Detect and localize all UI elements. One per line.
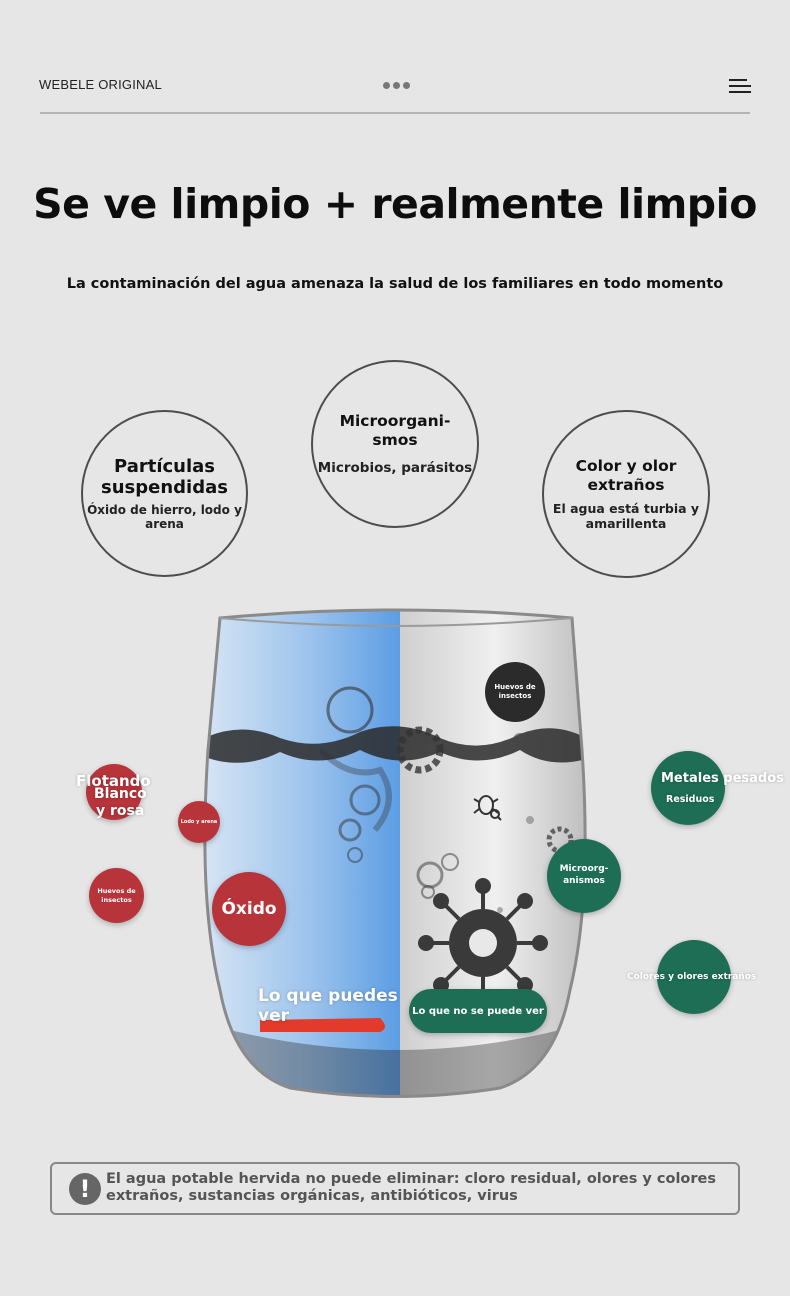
circle-description: Microbios, parásitos xyxy=(317,459,473,476)
insect-eggs-visible-bubble xyxy=(89,868,144,923)
page-subtitle: La contaminación del agua amenaza la salud de los familiares en todo momento xyxy=(66,276,724,292)
insect-eggs-label: insectos xyxy=(101,895,132,904)
residues-label: Residuos xyxy=(666,794,715,805)
circle-description: amarillenta xyxy=(585,515,667,531)
mud-sand-bubble xyxy=(178,801,220,843)
microorganisms-bubble xyxy=(547,839,621,913)
microorganisms-label: Microorg- xyxy=(559,864,609,875)
circle-heading: extraños xyxy=(587,476,665,494)
invisible-caption: Lo que no se puede ver xyxy=(412,1005,544,1017)
more-options-icon[interactable] xyxy=(383,82,410,89)
insect-eggs-label: insectos xyxy=(498,692,532,700)
floating-label: Flotando xyxy=(76,772,151,790)
heavy-metals-label: Metales pesados xyxy=(661,771,784,786)
circle-description: Óxido de hierro, lodo y xyxy=(87,502,242,517)
heavy-metals-bubble xyxy=(651,751,725,825)
header-divider xyxy=(40,112,750,114)
floating-label: Blanco xyxy=(94,786,147,802)
mud-sand-label: Lodo y arena xyxy=(180,819,218,825)
visible-caption-line: ver xyxy=(258,1006,289,1026)
warning-icon: ! xyxy=(69,1173,101,1205)
circle-heading: suspendidas xyxy=(101,477,228,499)
circle-description: El agua está turbia y xyxy=(552,500,700,516)
info-circle-suspended-particles xyxy=(81,410,248,577)
info-circle-color-odor xyxy=(542,410,710,578)
info-circle-microorganisms xyxy=(311,360,479,528)
circle-description: arena xyxy=(145,517,184,532)
page-title: Se ve limpio + realmente limpio xyxy=(33,180,757,228)
circle-heading: Microorgani- xyxy=(339,412,451,431)
circle-heading: Color y olor xyxy=(575,457,677,476)
floating-label: y rosa xyxy=(96,803,145,819)
visible-caption xyxy=(258,986,398,1026)
insect-eggs-label: Huevos de xyxy=(494,682,536,691)
rust-bubble xyxy=(212,872,286,946)
boiled-water-notice xyxy=(50,1162,740,1215)
visible-caption-line: Lo que puedes xyxy=(258,986,398,1006)
circle-heading: Partículas xyxy=(113,455,216,477)
insect-eggs-label: Huevos de xyxy=(97,887,136,896)
microorganisms-label: anismos xyxy=(563,876,605,886)
circle-heading: smos xyxy=(372,430,418,449)
invisible-caption-pill xyxy=(409,989,547,1033)
notice-text-line: extraños, sustancias orgánicas, antibióticos, virus xyxy=(106,1188,518,1204)
notice-text xyxy=(106,1171,726,1205)
rust-label: Óxido xyxy=(221,899,277,919)
notice-text-line: El agua potable hervida no puede eliminar: cloro residual, olores y colores xyxy=(106,1171,717,1187)
brand-name: WEBELE ORIGINAL xyxy=(39,77,162,92)
insect-eggs-hidden-bubble xyxy=(485,662,545,722)
menu-icon[interactable] xyxy=(729,79,751,93)
colors-odors-label: Colores y olores extraños xyxy=(627,972,757,982)
